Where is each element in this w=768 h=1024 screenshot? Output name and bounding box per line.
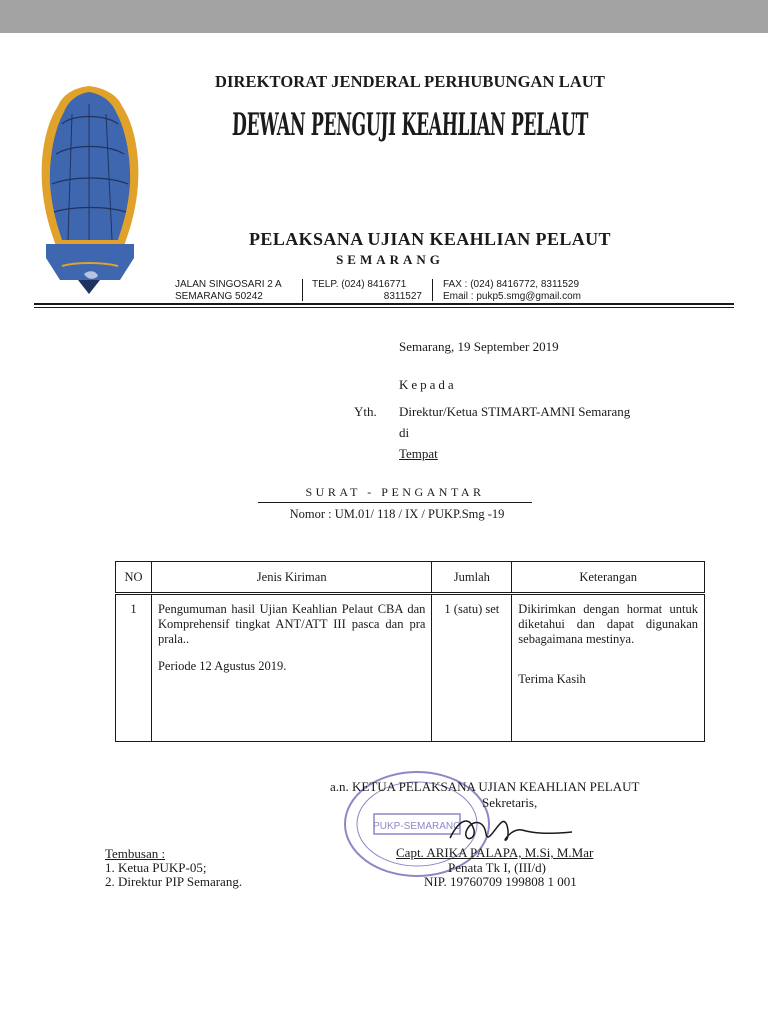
stamp-label: PUKP-SEMARANG [373,821,461,832]
subject-title: SURAT - PENGANTAR [305,485,485,499]
table-row [116,594,705,742]
letterhead-rule-thick [34,303,734,305]
telephone-line-1: TELP. (024) 8416771 [312,279,407,290]
table-header-row [116,562,705,594]
signer-nip: NIP. 19760709 199808 1 001 [424,874,577,889]
address-line-1: JALAN SINGOSARI 2 A [175,279,282,290]
address-block [175,279,282,303]
handwritten-signature [440,808,580,848]
ministry-logo-emblem [32,84,147,296]
subject-underline [258,502,532,503]
letterhead-rule-thin [34,307,734,308]
row-number: 1 [130,602,137,616]
di-label: di [399,425,410,440]
shipment-table [115,561,705,742]
cc-item-1: 1. Ketua PUKP-05; [105,860,207,875]
jumlah-value: 1 (satu) set [444,602,500,616]
keterangan-closing: Terima Kasih [518,672,586,686]
institution-title: PELAKSANA UJIAN KEAHLIAN PELAUT [249,229,611,249]
header-jumlah: Jumlah [432,562,512,594]
email-line: Email : pukp5.smg@gmail.com [443,291,581,302]
cc-item-2: 2. Direktur PIP Semarang. [105,874,243,889]
directorate-title: DIREKTORAT JENDERAL PERHUBUNGAN LAUT [214,72,606,91]
signer-rank: Penata Tk I, (III/d) [448,860,546,875]
cc-title: Tembusan : [105,846,166,861]
signer-name: Capt. ARIKA PALAPA, M.Si, M.Mar [396,845,594,860]
cell-jenis [151,594,431,742]
signer-role: Sekretaris, [482,795,538,810]
fax-block [443,279,581,303]
recipient: Direktur/Ketua STIMART-AMNI Semarang [399,404,631,419]
cell-keterangan [512,594,705,742]
on-behalf-line: a.n. KETUA PELAKSANA UJIAN KEAHLIAN PELAUT [330,779,640,794]
divider [432,279,433,301]
board-title: DEWAN PENGUJI KEAHLIAN PELAUT [231,107,589,143]
telephone-block [312,279,422,303]
cell-no [116,594,152,742]
header-no: NO [116,562,152,594]
telephone-line-2: 8311527 [383,291,422,302]
yth-label: Yth. [354,404,377,419]
divider [302,279,303,301]
kepada-label: Kepada [399,377,457,392]
address-line-2: SEMARANG 50242 [175,291,263,302]
fax-line: FAX : (024) 8416772, 8311529 [443,279,580,290]
keterangan-text: Dikirimkan dengan hormat untuk diketahui dan dapat digunakan sebagaimana mestinya. [518,602,698,646]
cell-jumlah [432,594,512,742]
jenis-description: Pengumuman hasil Ujian Keahlian Pelaut CBA dan Komprehensif tingkat ANT/ATT III pasca dan pra prala.. [157,602,426,646]
header-jenis-kiriman: Jenis Kiriman [151,562,431,594]
city-title: SEMARANG [336,252,444,267]
scan-border [0,0,768,33]
header-keterangan: Keterangan [512,562,705,594]
tempat-label: Tempat [399,446,438,461]
jenis-period: Periode 12 Agustus 2019. [157,659,287,673]
letter-number: Nomor : UM.01/ 118 / IX / PUKP.Smg -19 [289,507,505,521]
place-date: Semarang, 19 September 2019 [399,339,559,354]
